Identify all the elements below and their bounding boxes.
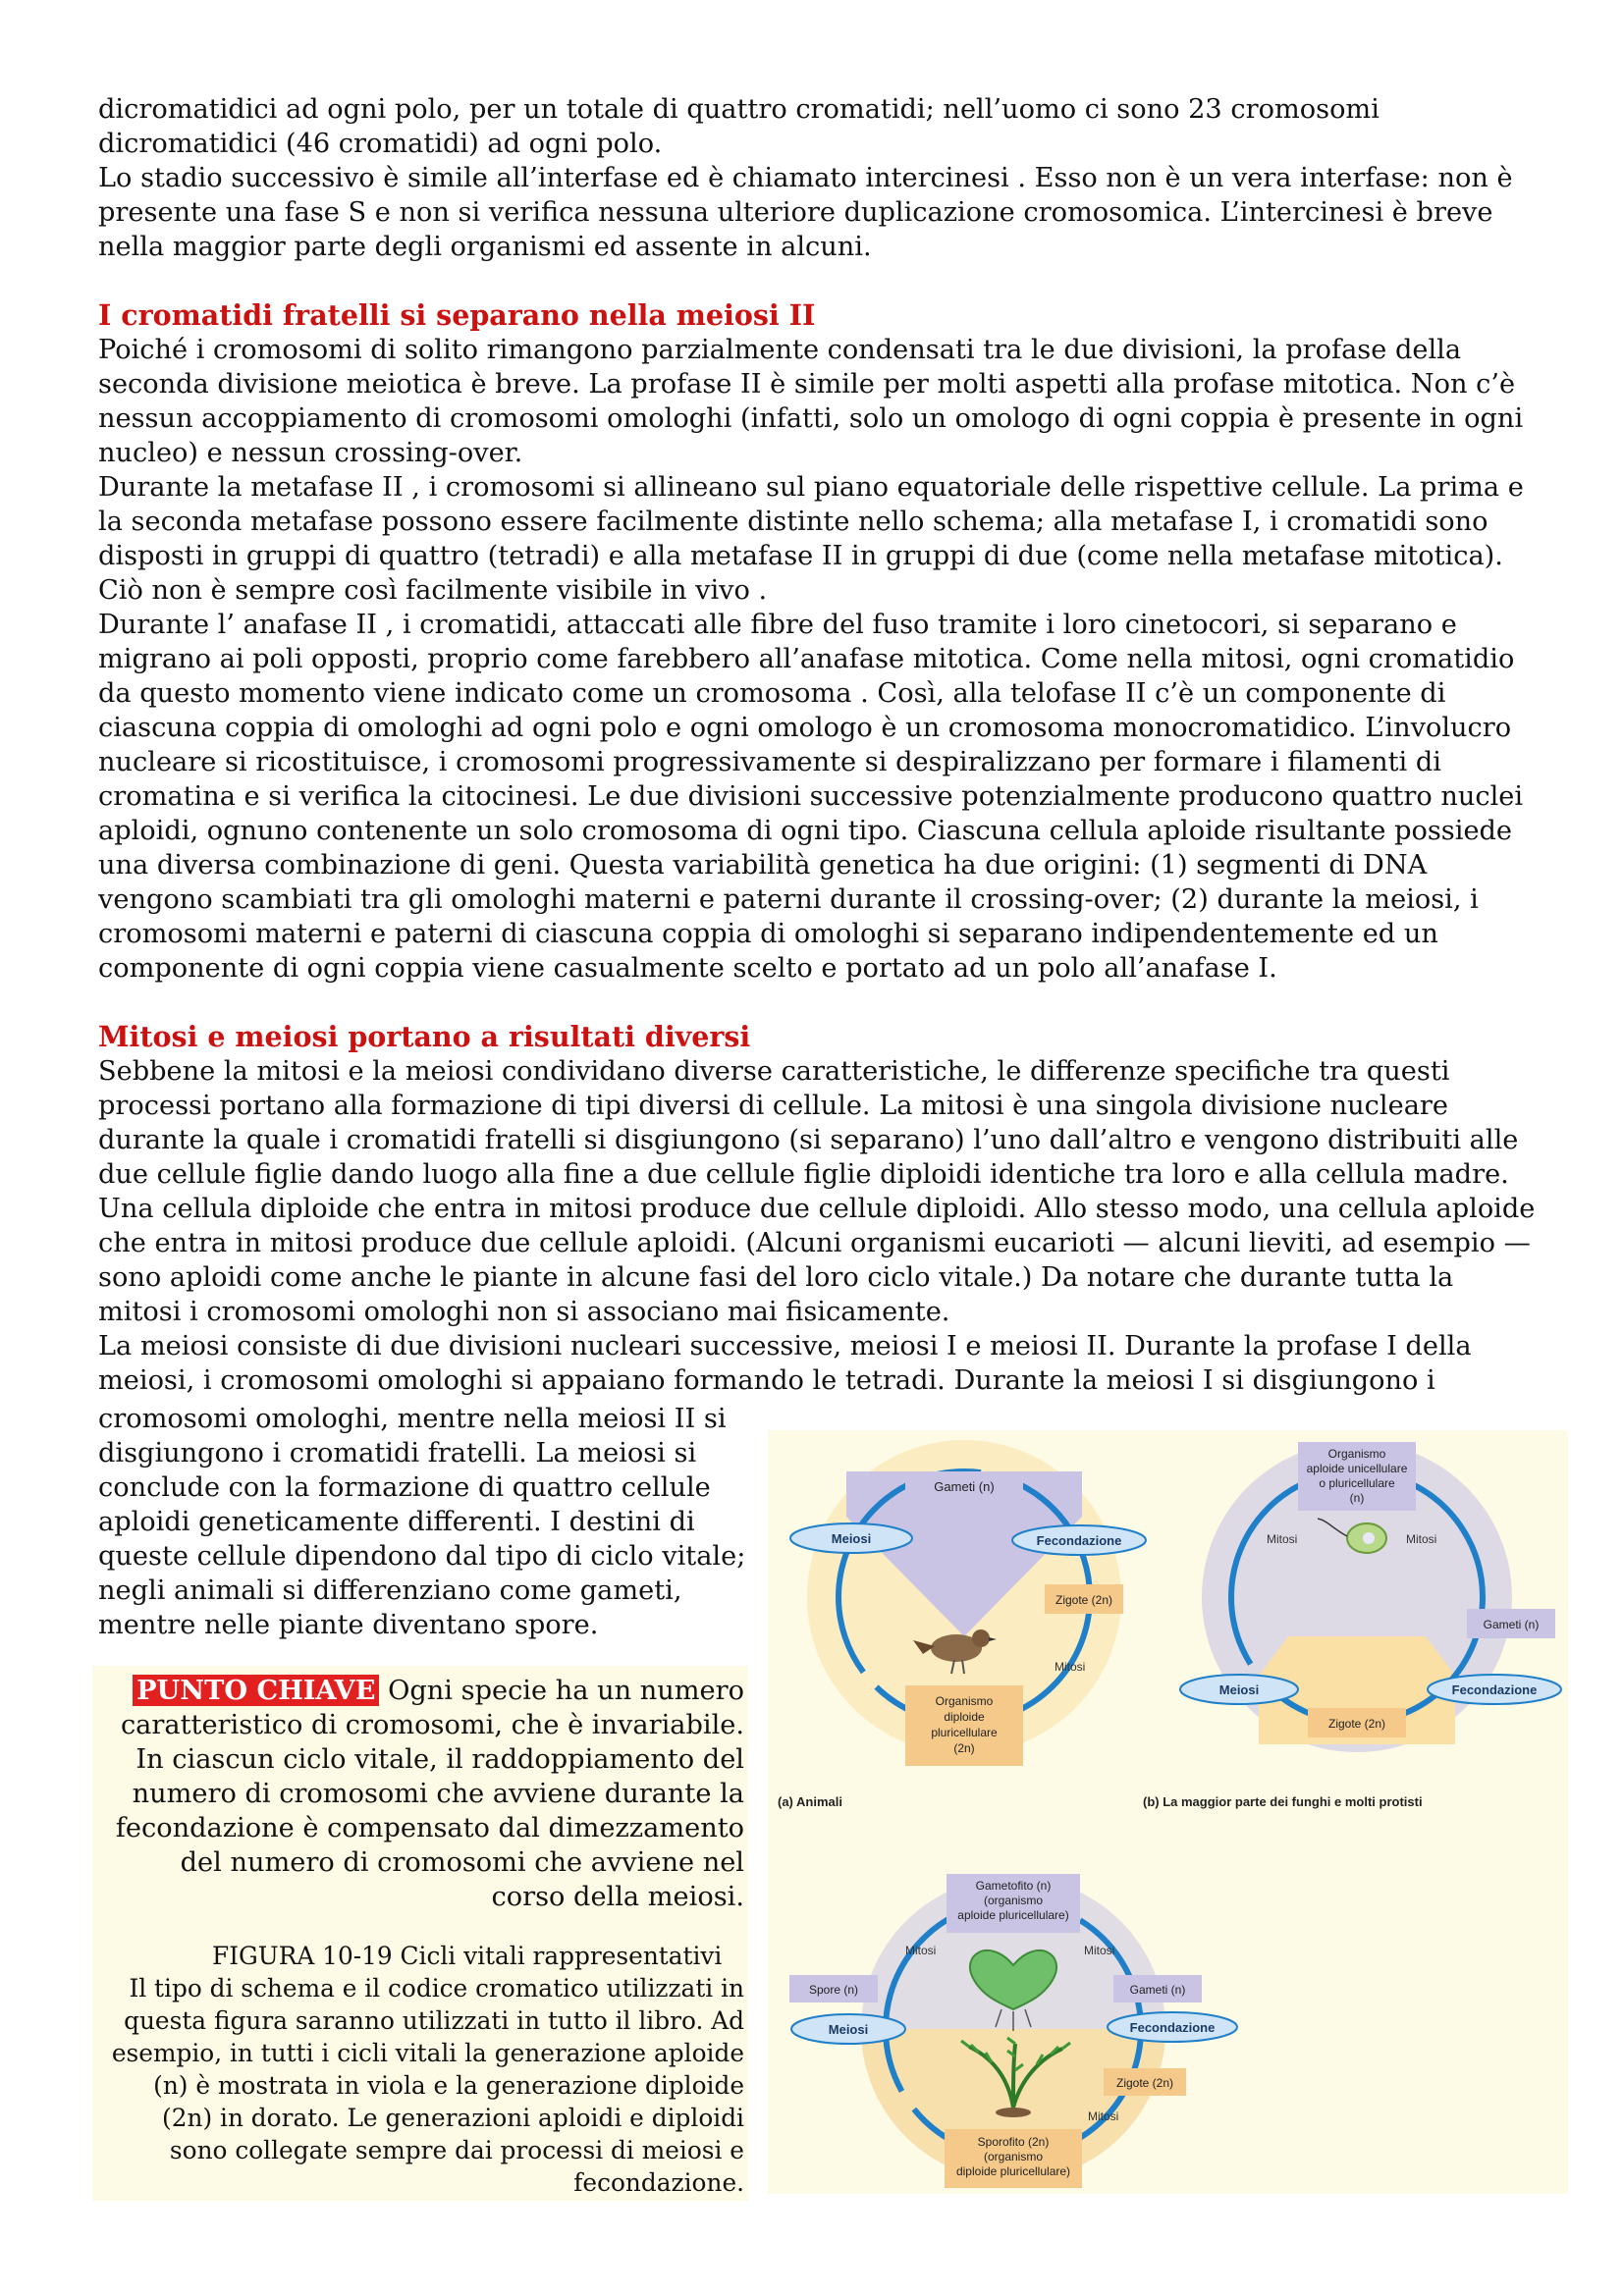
life-cycles-figure — [768, 1430, 1568, 2194]
key-point-label: PUNTO CHIAVE — [133, 1675, 379, 1706]
panel-b-organism-line: o pluricellulare — [1319, 1476, 1395, 1490]
panel-c-gametophyte-line: Gametofito (n) — [975, 1879, 1052, 1893]
continuation-line: mentre nelle piante diventano spore. — [98, 1610, 599, 1640]
panel-plants — [789, 1874, 1237, 2188]
section2-paragraph-2: La meiosi consiste di due divisioni nucleari successive, meiosi I e meiosi II. Durante la profase I della meiosi, i cromosomi omologhi si appaiano formando le tetradi. Durante la meiosi I si disgiungono i — [98, 1331, 1472, 1396]
panel-c-gametes-label: Gameti (n) — [1129, 1983, 1186, 1997]
panel-b-mitosis-right: Mitosi — [1406, 1532, 1437, 1546]
panel-fungi — [1143, 1442, 1561, 1809]
panel-a-fertilization-label: Fecondazione — [1036, 1533, 1122, 1548]
section2-paragraph-1: Sebbene la mitosi e la meiosi condividano diverse caratteristiche, le differenze specifiche tra questi processi portano alla formazione di tipi diversi di cellule. La mitosi è una singola divisione nucleare durante la quale i cromatidi fratelli si disgiungono (si separano) l’uno dall’altro e vengono distribuiti alle due cellule figlie dando luogo alla fine a due cellule figlie diploidi identiche tra loro e alla cellula madre. Una cellula diploide che entra in mitosi produce due cellule diploidi. Allo stesso modo, una cellula aploide che entra in mitosi produce due cellule aploidi. (Alcuni organismi eucarioti — alcuni lieviti, ad esempio — sono aploidi come anche le piante in alcune fasi del loro ciclo vitale.) Da notare che durante tutta la mitosi i cromosomi omologhi non si associano mai fisicamente. — [98, 1056, 1536, 1327]
main-text — [98, 92, 1542, 1398]
panel-c-spores-label: Spore (n) — [808, 1983, 859, 1997]
panel-b-organism-line: aploide unicellulare — [1306, 1462, 1408, 1475]
panel-a-gametes-label: Gameti (n) — [934, 1479, 995, 1494]
panel-a-meiosis-label: Meiosi — [831, 1531, 872, 1546]
panel-b-zygote-label: Zigote (2n) — [1327, 1717, 1386, 1731]
panel-b-organism-line: (n) — [1349, 1491, 1365, 1505]
panel-c-gametophyte-line: (organismo — [983, 1894, 1044, 1907]
panel-c-fertilization-label: Fecondazione — [1129, 2020, 1216, 2035]
continuation-line: cromosomi omologhi, mentre nella meiosi II si — [98, 1404, 727, 1434]
panel-b-gametes-label: Gameti (n) — [1483, 1618, 1540, 1631]
panel-b-caption: (b) La maggior parte dei funghi e molti protisti — [1143, 1794, 1423, 1809]
section1-paragraph-1: Poiché i cromosomi di solito rimangono parzialmente condensati tra le due divisioni, la profase della seconda divisione meiotica è breve. La profase II è simile per molti aspetti alla profase mitotica. Non c’è nessun accoppiamento di cromosomi omologhi (infatti, solo un omologo di ogni coppia è presente in ogni nucleo) e nessun crossing-over. — [98, 335, 1524, 468]
panel-a-organism-line: (2n) — [953, 1741, 975, 1755]
continuation-line: disgiungono i cromatidi fratelli. La meiosi si — [98, 1438, 697, 1468]
panel-b-meiosis-label: Meiosi — [1218, 1682, 1260, 1697]
panel-b-organism-line: Organismo — [1327, 1447, 1386, 1461]
panel-a-organism-line: Organismo — [935, 1694, 994, 1708]
panel-a-mitosis-label: Mitosi — [1055, 1660, 1086, 1674]
section2-continuation — [98, 1402, 785, 1642]
panel-c-meiosis-label: Meiosi — [828, 2022, 869, 2037]
life-cycles-diagram — [768, 1430, 1568, 2194]
section2-heading: Mitosi e meiosi portano a risultati diversi — [98, 1020, 751, 1053]
intro-paragraph-2: Lo stadio successivo è simile all’interfase ed è chiamato intercinesi . Esso non è un vera interfase: non è presente una fase S e non si verifica nessuna ulteriore duplicazione cromosomica. L’intercinesi è breve nella maggior parte degli organismi ed assente in alcuni. — [98, 163, 1513, 262]
figure-caption — [102, 1940, 744, 2199]
continuation-line: aploidi geneticamente differenti. I destini di — [98, 1507, 695, 1537]
key-point-box — [92, 1666, 748, 2201]
section1-heading: I cromatidi fratelli si separano nella meiosi II — [98, 298, 816, 332]
panel-a-organism-line: pluricellulare — [931, 1726, 998, 1739]
panel-c-zygote-label: Zigote (2n) — [1115, 2076, 1174, 2090]
key-point-text — [92, 1666, 748, 1914]
panel-a-caption: (a) Animali — [778, 1794, 842, 1809]
panel-c-gametophyte-line: aploide pluricellulare) — [957, 1908, 1069, 1922]
panel-a-organism-line: diploide — [944, 1710, 985, 1724]
intro-paragraph-1: dicromatidici ad ogni polo, per un totale di quattro cromatidi; nell’uomo ci sono 23 cromosomi dicromatidici (46 cromatidi) ad ogni polo. — [98, 94, 1380, 159]
figure-caption-title: FIGURA 10-19 Cicli vitali rappresentativi — [212, 1942, 723, 1970]
figure-caption-text: Il tipo di schema e il codice cromatico utilizzati in questa figura saranno utilizzati in tutto il libro. Ad esempio, in tutti i cicli vitali la generazione aploide (n) è mostrata in viola e la generazione diploide (2n) in dorato. Le generazioni aploidi e diploidi sono collegate sempre dai processi di meiosi e fecondazione. — [111, 1974, 744, 2197]
continuation-line: negli animali si differenziano come gameti, — [98, 1575, 682, 1606]
panel-c-sporophyte-line: (organismo — [983, 2150, 1044, 2163]
panel-b-mitosis-left: Mitosi — [1267, 1532, 1298, 1546]
section1-paragraph-3: Durante l’ anafase II , i cromatidi, attaccati alle fibre del fuso tramite i loro cinetocori, si separano e migrano ai poli opposti, proprio come farebbero all’anafase mitotica. Come nella mitosi, ogni cromatidio da questo momento viene indicato come un cromosoma . Così, alla telofase II c’è un componente di ciascuna coppia di omologhi ad ogni polo e ogni omologo è un cromosoma monocromatidico. L’involucro nucleare si ricostituisce, i cromosomi progressivamente si despiralizzano per formare i filamenti di cromatina e si verifica la citocinesi. Le due divisioni successive potenzialmente producono quattro nuclei aploidi, ognuno contenente un solo cromosoma di ogni tipo. Ciascuna cellula aploide risultante possiede una diversa combinazione di geni. Questa variabilità genetica ha due origini: (1) segmenti di DNA vengono scambiati tra gli omologhi materni e paterni durante il crossing-over; (2) durante la meiosi, i cromosomi materni e paterni di ciascuna coppia di omologhi si separano indipendentemente ed un componente di ogni coppia viene casualmente scelto e portato ad un polo all’anafase I. — [98, 610, 1524, 984]
panel-animals — [778, 1440, 1146, 1809]
continuation-line: conclude con la formazione di quattro cellule — [98, 1472, 711, 1503]
panel-c-mitosis-left: Mitosi — [905, 1944, 937, 1957]
panel-c-sporophyte-line: diploide pluricellulare) — [955, 2164, 1071, 2178]
continuation-line: queste cellule dipendono dal tipo di ciclo vitale; — [98, 1541, 746, 1572]
key-point-body: Ogni specie ha un numero caratteristico di cromosomi, che è invariabile. In ciascun ciclo vitale, il raddoppiamento del numero di cromosomi che avviene durante la fecondazione è compensato dal dimezzamento del numero di cromosomi che avviene nel corso della meiosi. — [115, 1676, 744, 1912]
section1-paragraph-2: Durante la metafase II , i cromosomi si allineano sul piano equatoriale delle rispettive cellule. La prima e la seconda metafase possono essere facilmente distinte nello schema; alla metafase I, i cromatidi sono disposti in gruppi di quattro (tetradi) e alla metafase II in gruppi di due (come nella metafase mitotica). Ciò non è sempre così facilmente visibile in vivo . — [98, 472, 1524, 606]
panel-a-zygote-label: Zigote (2n) — [1055, 1593, 1113, 1607]
panel-c-mitosis-bottom: Mitosi — [1088, 2109, 1119, 2123]
panel-c-mitosis-right: Mitosi — [1084, 1944, 1115, 1957]
panel-b-fertilization-label: Fecondazione — [1451, 1682, 1538, 1697]
panel-c-sporophyte-line: Sporofito (2n) — [977, 2135, 1050, 2149]
